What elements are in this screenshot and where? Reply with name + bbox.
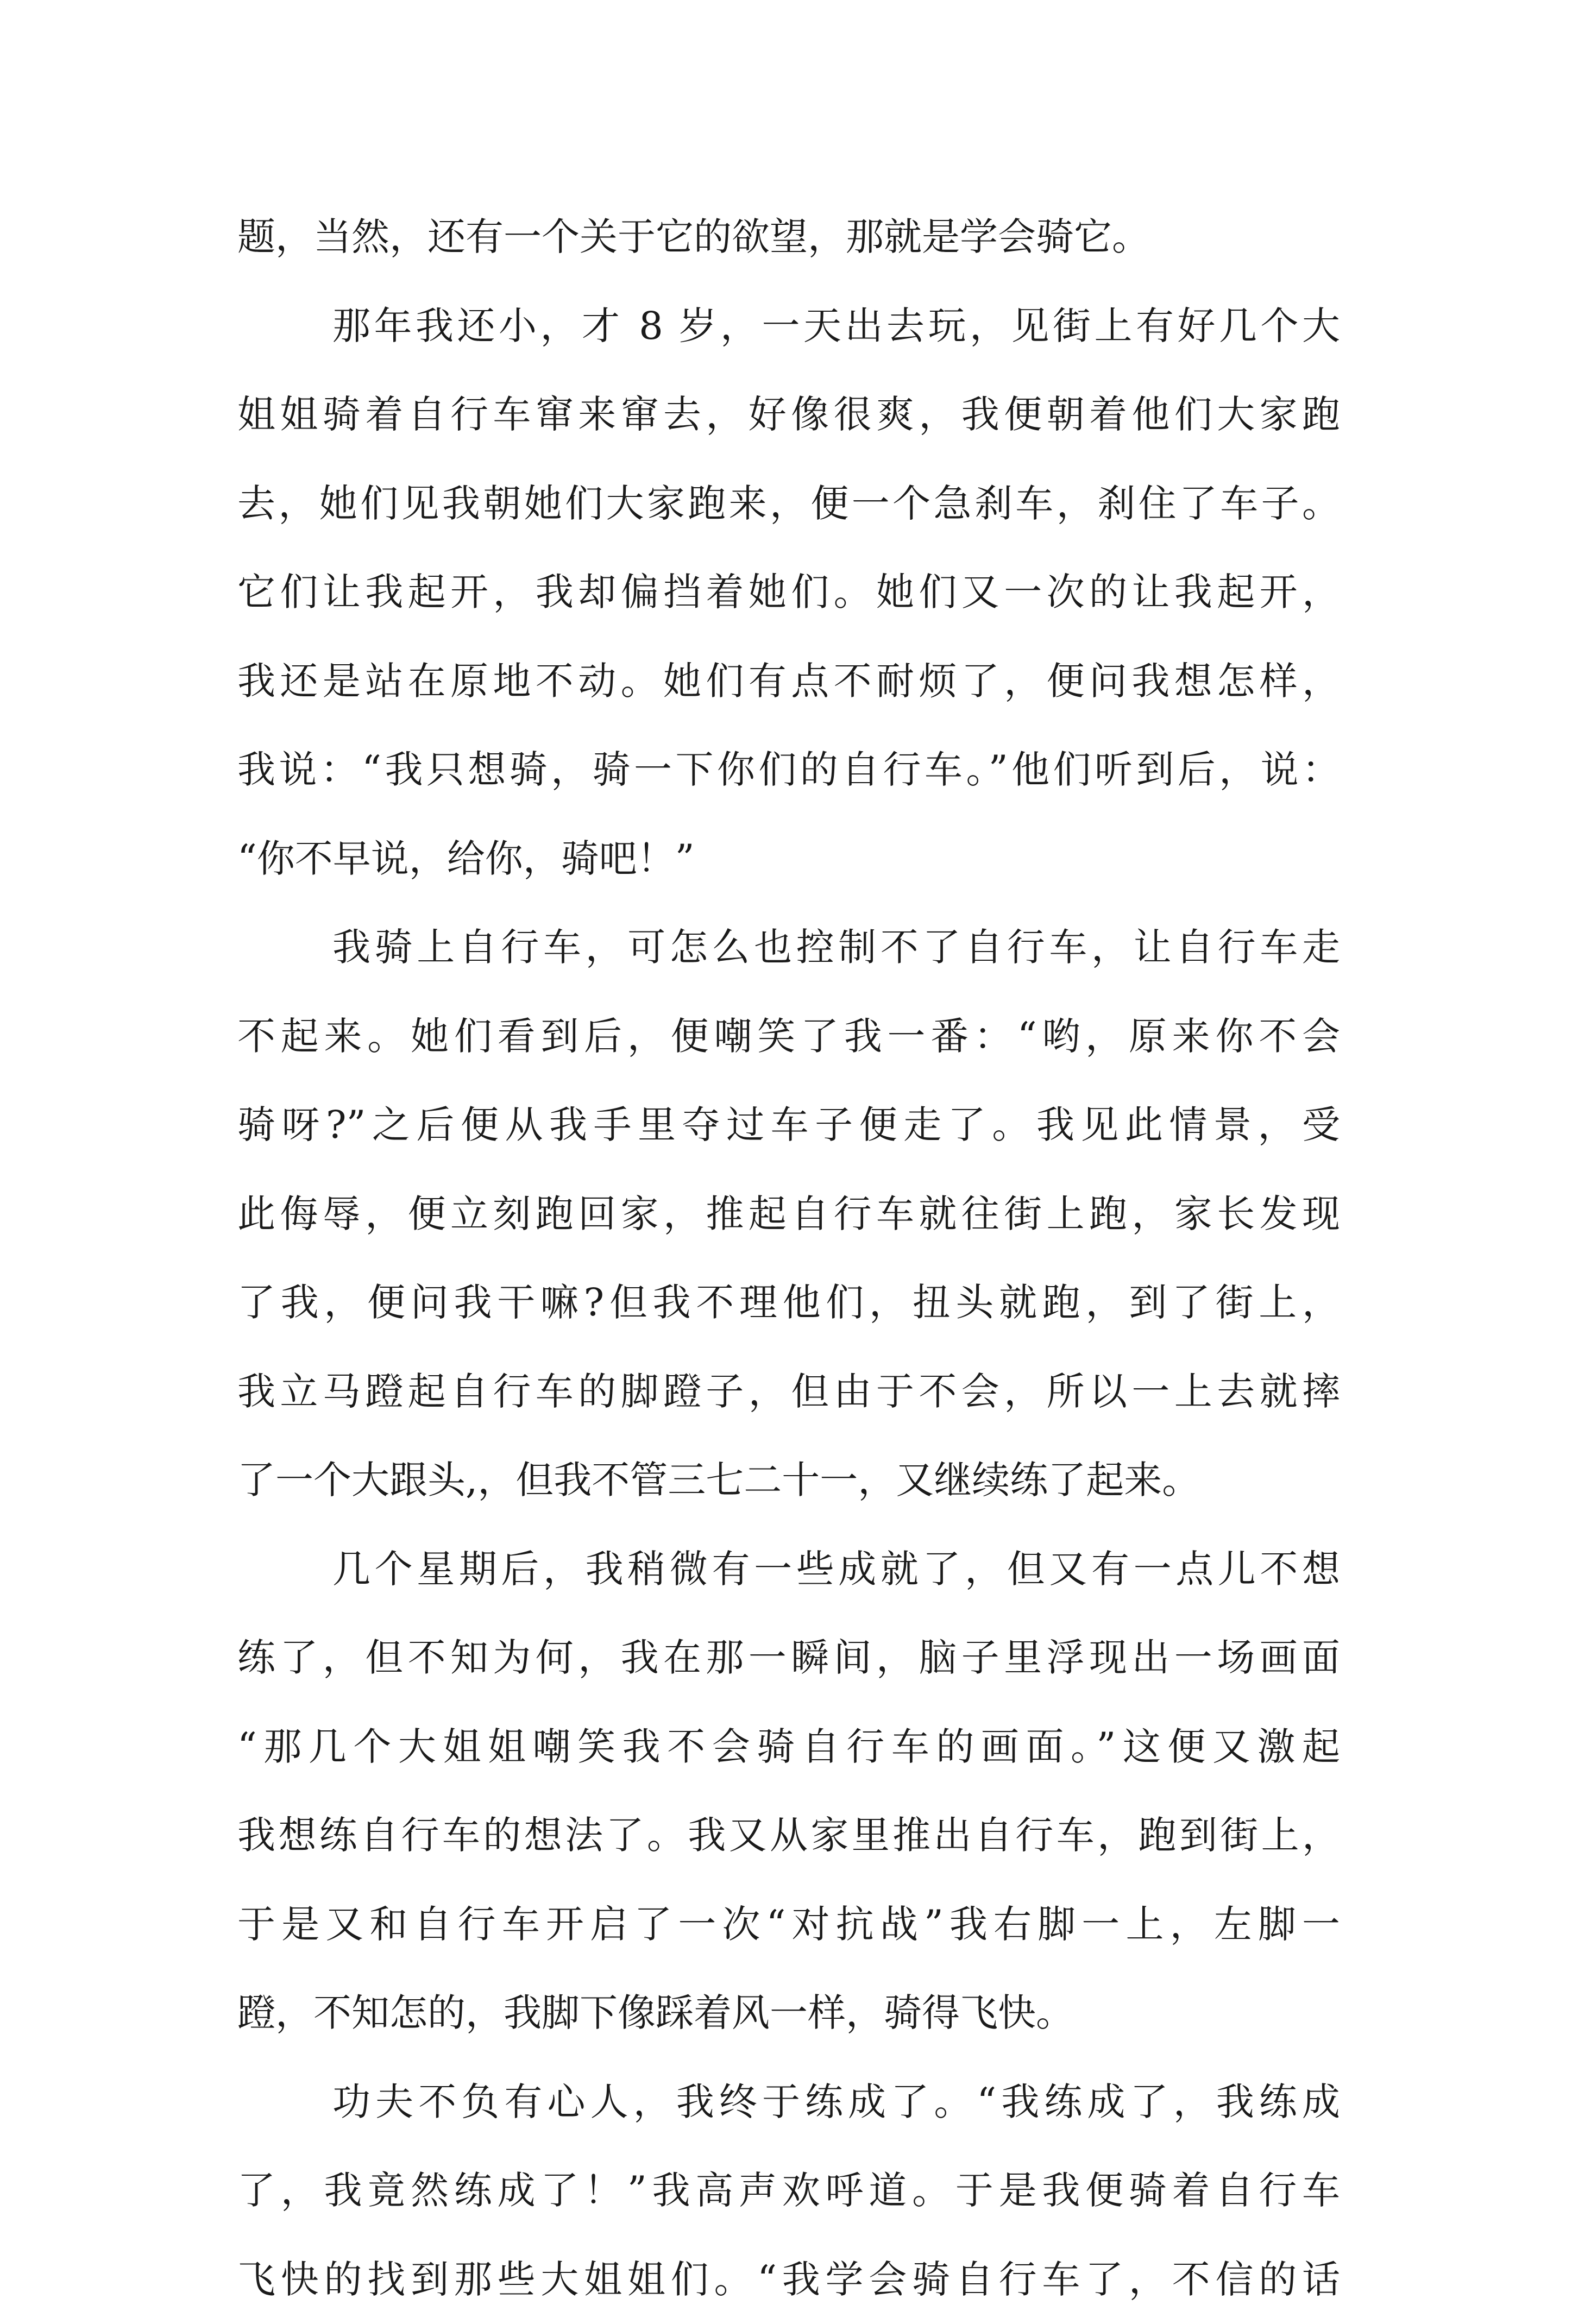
text-line: 它们让我起开，我却偏挡着她们。她们又一次的让我起开， — [237, 548, 1340, 637]
text-line: 于是又和自行车开启了一次“对抗战”我右脚一上，左脚一 — [237, 1880, 1340, 1969]
text-line: 练了，但不知为何，我在那一瞬间，脑子里浮现出一场画面 — [237, 1614, 1340, 1703]
text-line: 不起来。她们看到后，便嘲笑了我一番：“哟，原来你不会 — [237, 992, 1340, 1081]
text-line: 我骑上自行车，可怎么也控制不了自行车，让自行车走 — [237, 903, 1340, 992]
text-line: 几个星期后，我稍微有一些成就了，但又有一点儿不想 — [237, 1525, 1340, 1614]
text-line: 姐姐骑着自行车窜来窜去，好像很爽，我便朝着他们大家跑 — [237, 370, 1340, 459]
text-line: 去，她们见我朝她们大家跑来，便一个急刹车，刹住了车子。 — [237, 459, 1340, 549]
text-line: “你不早说，给你，骑吧！” — [237, 815, 1340, 904]
body-text — [237, 193, 1340, 2324]
text-line: 骑呀?”之后便从我手里夺过车子便走了。我见此情景，受 — [237, 1081, 1340, 1170]
text-line: “那几个大姐姐嘲笑我不会骑自行车的画面。”这便又激起 — [237, 1703, 1340, 1792]
text-line: 我说：“我只想骑，骑一下你们的自行车。”他们听到后，说： — [237, 726, 1340, 815]
text-line: 我想练自行车的想法了。我又从家里推出自行车，跑到街上， — [237, 1791, 1340, 1880]
text-line: 此侮辱，便立刻跑回家，推起自行车就往街上跑，家长发现 — [237, 1170, 1340, 1259]
text-line: 我立马蹬起自行车的脚蹬子，但由于不会，所以一上去就摔 — [237, 1347, 1340, 1437]
text-line: 蹬，不知怎的，我脚下像踩着风一样，骑得飞快。 — [237, 1969, 1340, 2058]
text-line: 了，我竟然练成了！”我高声欢呼道。于是我便骑着自行车 — [237, 2146, 1340, 2235]
text-line: 那年我还小，才 8 岁，一天出去玩，见街上有好几个大 — [237, 282, 1340, 371]
text-line: 飞快的找到那些大姐姐们。“我学会骑自行车了，不信的话 — [237, 2235, 1340, 2324]
text-line: 了一个大跟头,，但我不管三七二十一，又继续练了起来。 — [237, 1436, 1340, 1525]
text-line: 题，当然，还有一个关于它的欲望，那就是学会骑它。 — [237, 193, 1340, 282]
text-line: 我还是站在原地不动。她们有点不耐烦了，便问我想怎样， — [237, 637, 1340, 726]
text-line: 功夫不负有心人，我终于练成了。“我练成了，我练成 — [237, 2058, 1340, 2147]
text-line: 了我，便问我干嘛?但我不理他们，扭头就跑，到了街上， — [237, 1258, 1340, 1347]
